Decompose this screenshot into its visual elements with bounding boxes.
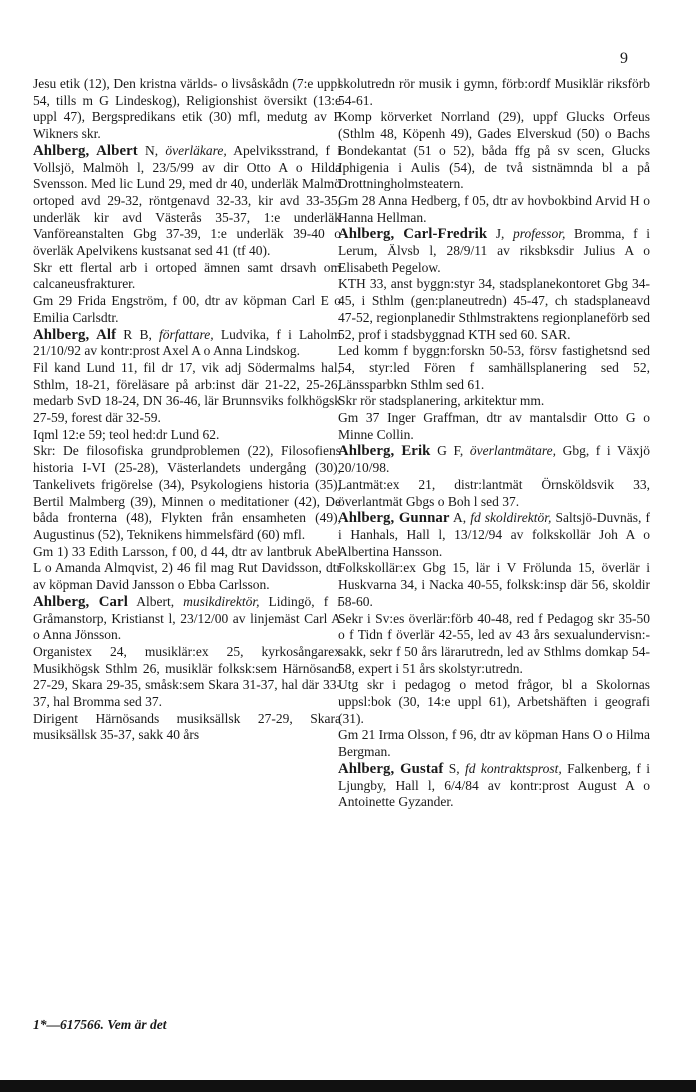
entry-occupation: musikdirektör, — [183, 593, 260, 609]
entry-occupation: författare, — [159, 326, 214, 342]
entry-paragraph: Komp körverket Norrland (29), uppf Glucks Orfeus (Sthlm 48, Köpenh 49), Gades Elverskud (50) o Bachs Bondekantat (51 o 52), båda ffg på sv scen, Glucks Iphigenia i Aulis (54), de två sistnämnda bl a på Drottningholmsteatern. — [338, 109, 650, 192]
entry-paragraph: Dirigent Härnösands musiksällsk 27-29, Skara musiksällsk 35-37, sakk 40 års — [33, 710, 341, 743]
entry-given-names: J, — [487, 226, 514, 242]
entry-given-names: S, — [443, 760, 466, 776]
entry-text: Apelviksstrand, f i Vollsjö, Malmöh l, 23/5/99 av dir Otto A o Hilda Svensson. Med lic Lund 29, med dr 40, underläk Malmö ortoped avd 29-32, röntgenavd 32-33, kir avd 33-35, underläk kir avd Västerås 35-37, 1:e underläk Vanföreanstalten Gbg 37-39, 1:e underläk 39-40 o överläk Apelvikens kustsanat sed 41 (tf 40). — [33, 142, 341, 259]
entry-paragraph: Jesu etik (12), Den kristna världs- o livsåskådn (7:e uppl 54, tills m G Lindeskog), Religionshist översikt (13:e uppl 47), Bergspredikans etik (30) mfl, medutg av P Wikners skr. — [33, 76, 341, 142]
entry-paragraph — [338, 761, 650, 811]
entry-occupation: fd skoldirektör, — [470, 510, 552, 526]
entry-text: Saltsjö-Duvnäs, f i Hanhals, Hall l, 13/12/94 av folkskollär Joh A o Albertina Hansson. — [338, 510, 650, 559]
biography-entry — [33, 143, 341, 327]
entry-occupation: överlantmätare, — [469, 443, 556, 459]
biography-entry — [33, 76, 341, 143]
entry-name: Ahlberg, Gustaf — [338, 760, 444, 777]
entry-text: Falkenberg, f i Ljungby, Hall l, 6/4/84 av kontr:prost August A o Antoinette Gyzander. — [338, 760, 650, 810]
entry-name: Ahlberg, Carl-Fredrik — [338, 226, 488, 243]
entry-paragraph — [33, 143, 341, 260]
entry-paragraph — [338, 226, 650, 276]
entry-given-names: R B, — [116, 326, 160, 342]
biography-entry — [338, 443, 650, 510]
left-column — [33, 76, 341, 744]
biography-entry — [338, 761, 650, 811]
entry-paragraph: Skr ett flertal arb i ortoped ämnen samt drsavh om calcaneusfrakturer. — [33, 259, 341, 292]
entry-paragraph — [338, 510, 650, 560]
entry-paragraph: Skr rör stadsplanering, arkitektur mm. — [338, 393, 545, 409]
entry-occupation: professor, — [513, 226, 566, 242]
entry-given-names: N, — [137, 142, 166, 158]
biography-entry — [33, 327, 341, 594]
entry-paragraph: Utg skr i pedagog o metod frågor, bl a Skolornas uppsl:bok (30, 14:e uppl 61), Arbetshäften i geografi (31). — [338, 677, 650, 726]
entry-paragraph — [33, 594, 341, 644]
entry-name: Ahlberg, Carl — [33, 593, 128, 610]
entry-given-names: A, — [449, 510, 471, 526]
entry-paragraph: skolutredn rör musik i gymn, förb:ordf Musiklär riksförb 54-61. — [338, 76, 650, 108]
entry-text: Lidingö, f i Gråmanstorp, Kristianst l, 23/12/00 av linjemäst Carl A o Anna Jönsson. — [33, 593, 341, 643]
entry-paragraph — [33, 327, 341, 360]
entry-name: Ahlberg, Albert — [33, 142, 138, 159]
biography-entry — [338, 76, 650, 226]
entry-paragraph: KTH 33, anst byggn:styr 34, stadsplanekontoret Gbg 34-45, i Sthlm (gen:planeutredn) 45-47, ch stadsplaneavd 47-52, regionplanedir Sthlmstraktens regionplaneförb sed 52, prof i stadsbyggnad KTH sed 60. SAR. — [338, 276, 650, 342]
biography-entry — [338, 226, 650, 443]
entry-name: Ahlberg, Erik — [338, 443, 431, 460]
entry-paragraph: Gm 1) 33 Edith Larsson, f 00, d 44, dtr av lantbruk Abel L o Amanda Almqvist, 2) 46 fil mag Rut Davidsson, dtr av köpman David Jansson o Ebba Carlsson. — [33, 543, 341, 593]
scan-edge-bar — [0, 1080, 696, 1092]
entry-paragraph: Gm 21 Irma Olsson, f 96, dtr av köpman Hans O o Hilma Bergman. — [338, 727, 650, 760]
biography-entry — [338, 510, 650, 761]
entry-paragraph: Folkskollär:ex Gbg 15, lär i V Frölunda 15, överlär i Huskvarna 34, i Nacka 40-55, folksk:insp där 56, skoldir 58-60. — [338, 560, 650, 609]
entry-text: Gbg, f i Växjö 20/10/98. — [338, 443, 650, 476]
entry-paragraph: Gm 28 Anna Hedberg, f 05, dtr av hovbokbind Arvid H o Hanna Hellman. — [338, 192, 650, 225]
entry-paragraph: Iqml 12:e 59; teol hed:dr Lund 62. — [33, 426, 220, 442]
entry-name: Ahlberg, Gunnar — [338, 510, 450, 527]
entry-text: Bromma, f i Lerum, Älvsb l, 28/9/11 av riksbksdir Julius A o Elisabeth Pegelow. — [338, 226, 650, 275]
entry-paragraph: Gm 29 Frida Engström, f 00, dtr av köpman Carl E o Emilia Carlsdtr. — [33, 293, 341, 325]
entry-name: Ahlberg, Alf — [33, 326, 117, 343]
biography-entry — [33, 594, 341, 744]
entry-paragraph: Gm 37 Inger Graffman, dtr av mantalsdir Otto G o Minne Collin. — [338, 410, 650, 442]
entry-occupation: överläkare, — [165, 142, 227, 158]
entry-paragraph: Fil kand Lund 11, fil dr 17, vik adj Södermalms hal, Sthlm, 18-21, föreläsare på arb:inst där 21-22, 25-26, medarb SvD 18-24, DN 36-46, lär Brunnsviks folkhögsk 27-59, forest där 32-59. — [33, 359, 341, 426]
entry-given-names: G F, — [430, 443, 470, 459]
footer-signature: 1*—617566. Vem är det — [33, 1017, 167, 1032]
page-number: 9 — [620, 50, 628, 67]
entry-paragraph: Led komm f byggn:forskn 50-53, försv fastighetsnd sed 54, styr:led Fören f samhällsplanering sed 52, Länssparbkn Sthlm sed 61. — [338, 343, 650, 392]
entry-paragraph — [338, 443, 650, 476]
entry-paragraph: Organistex 24, musiklär:ex 25, kyrkosångarex Musikhögsk Sthlm 26, musiklär folksk:sem Härnösand 27-29, Skara 29-35, småsk:sem Skara 31-37, hal där 33-37, hal Bromma sed 37. — [33, 643, 341, 710]
entry-occupation: fd kontraktsprost, — [465, 760, 562, 776]
right-column — [338, 76, 650, 811]
entry-paragraph: Skr: De filosofiska grundproblemen (22), Filosofiens historia I-VI (25-28), Västerlandets undergång (30), Tankelivets frigörelse (34), Psykologiens historia (35), Bertil Malmberg (39), Minnen o meditationer (42), De båda fronterna (48), Flykten från ensamheten (49), Augustinus (52), Teknikens himmelsfärd (60) mfl. — [33, 443, 341, 542]
entry-paragraph: Sekr i Sv:es överlär:förb 40-48, red f Pedagog skr 35-50 o f Tidn f överlär 42-55, led av 43 års sexualundervisn:-sakk, sekr f 50 års lärarutredn, led av Sthlms domkap 54-58, expert i 51 års skolstyr:utredn. — [338, 610, 650, 676]
entry-paragraph: Lantmät:ex 21, distr:lantmät Örnsköldsvik 33, överlantmät Gbgs o Boh l sed 37. — [338, 476, 650, 509]
entry-given-names: Albert, — [127, 593, 184, 609]
entry-text: Ludvika, f i Laholm 21/10/92 av kontr:prost Axel A o Anna Lindskog. — [33, 326, 342, 359]
